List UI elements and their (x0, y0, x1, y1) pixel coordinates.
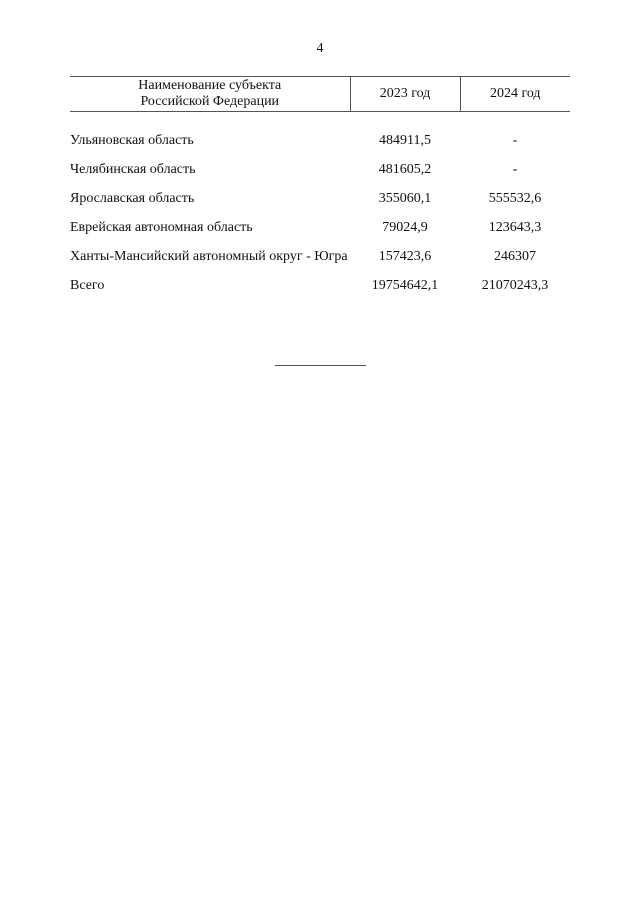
column-header-2023: 2023 год (350, 77, 460, 112)
column-header-subject-line2: Российской Федерации (140, 94, 280, 109)
table-row (70, 155, 570, 184)
value-2024: 555532,6 (488, 191, 542, 206)
value-2023: 484911,5 (379, 133, 431, 148)
value-2024: - (512, 133, 518, 148)
table-row (70, 242, 570, 271)
value-2023: 355060,1 (378, 191, 432, 206)
subject-name: Еврейская автономная область (70, 220, 253, 235)
column-header-2024: 2024 год (460, 77, 570, 112)
subject-name: Ульяновская область (70, 133, 194, 148)
value-2023: 481605,2 (378, 162, 432, 177)
subject-name: Ханты-Мансийский автономный округ - Югра (70, 249, 348, 264)
table-row (70, 126, 570, 155)
table-header-row (70, 77, 570, 112)
total-label: Всего (70, 278, 105, 293)
page-number: 4 (316, 41, 324, 56)
total-row (70, 271, 570, 300)
value-2023: 79024,9 (382, 220, 428, 235)
value-2023: 157423,6 (378, 249, 432, 264)
column-header-subject (70, 77, 350, 112)
table-row (70, 184, 570, 213)
column-header-subject-line1: Наименование субъекта (138, 78, 282, 93)
value-2024: - (512, 162, 518, 177)
total-2023: 19754642,1 (371, 278, 439, 293)
end-of-document-rule (275, 365, 366, 366)
subject-name: Ярославская область (70, 191, 195, 206)
value-2024: 246307 (494, 249, 536, 264)
funding-table (70, 76, 570, 300)
table-row (70, 213, 570, 242)
total-2024: 21070243,3 (481, 278, 549, 293)
value-2024: 123643,3 (488, 220, 542, 235)
subject-name: Челябинская область (70, 162, 196, 177)
